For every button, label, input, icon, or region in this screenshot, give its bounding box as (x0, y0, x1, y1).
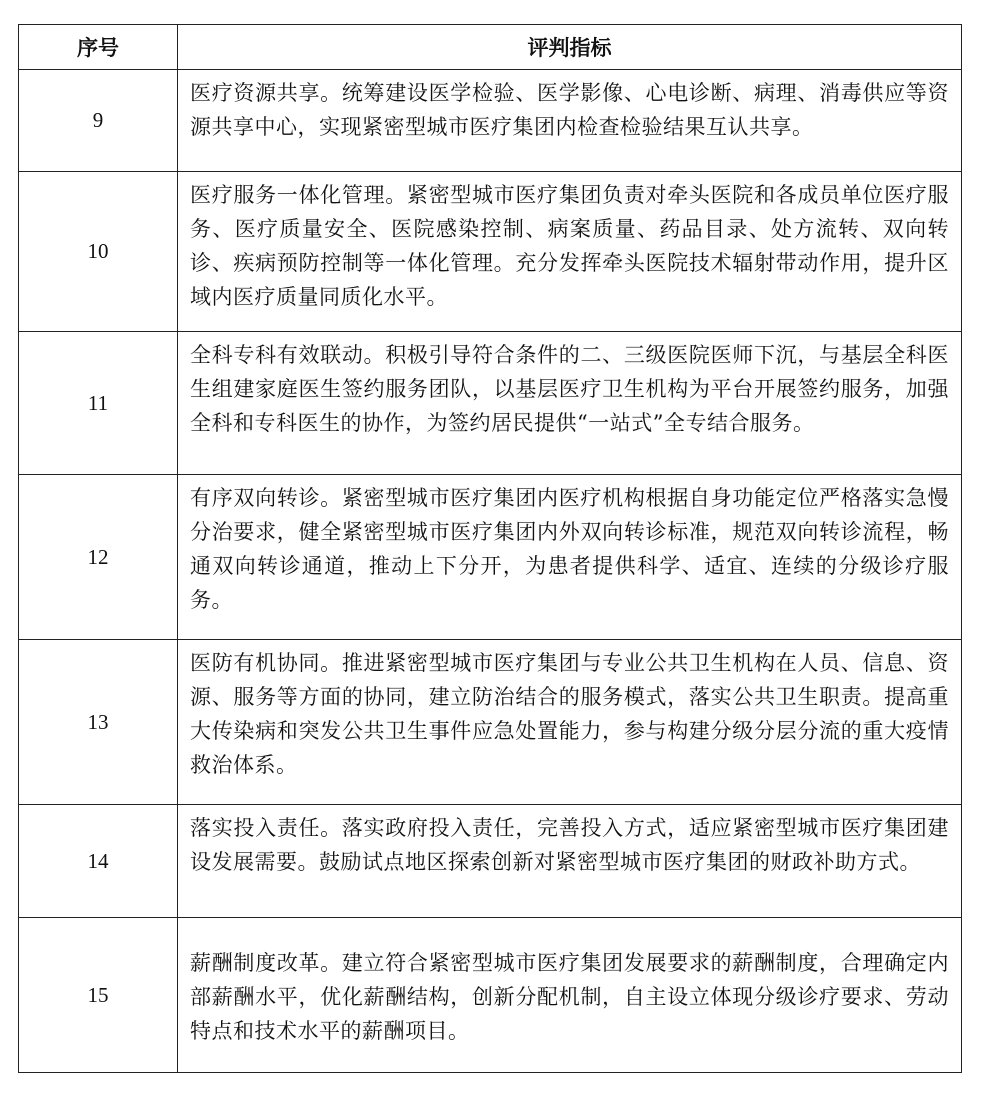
row-criteria-text: 医防有机协同。推进紧密型城市医疗集团与专业公共卫生机构在人员、信息、资源、服务等方面的协同，建立防治结合的服务模式，落实公共卫生职责。提高重大传染病和突发公共卫生事件应急处置能力，参与构建分级分层分流的重大疫情救治体系。 (178, 640, 962, 805)
row-number: 15 (19, 918, 178, 1073)
row-criteria-text: 医疗资源共享。统筹建设医学检验、医学影像、心电诊断、病理、消毒供应等资源共享中心，实现紧密型城市医疗集团内检查检验结果互认共享。 (178, 70, 962, 172)
header-criteria: 评判指标 (178, 25, 962, 70)
row-criteria-text: 医疗服务一体化管理。紧密型城市医疗集团负责对牵头医院和各成员单位医疗服务、医疗质量安全、医院感染控制、病案质量、药品目录、处方流转、双向转诊、疾病预防控制等一体化管理。充分发挥牵头医院技术辐射带动作用，提升区域内医疗质量同质化水平。 (178, 172, 962, 332)
table-row (19, 172, 962, 332)
row-criteria-text: 薪酬制度改革。建立符合紧密型城市医疗集团发展要求的薪酬制度，合理确定内部薪酬水平，优化薪酬结构，创新分配机制，自主设立体现分级诊疗要求、劳动特点和技术水平的薪酬项目。 (178, 918, 962, 1073)
row-number: 13 (19, 640, 178, 805)
row-number: 10 (19, 172, 178, 332)
table-row (19, 918, 962, 1073)
criteria-table (18, 24, 962, 1073)
table-header-row (19, 25, 962, 70)
header-number: 序号 (19, 25, 178, 70)
table-row (19, 475, 962, 640)
row-criteria-text: 全科专科有效联动。积极引导符合条件的二、三级医院医师下沉，与基层全科医生组建家庭医生签约服务团队，以基层医疗卫生机构为平台开展签约服务，加强全科和专科医生的协作，为签约居民提供“一站式”全专结合服务。 (178, 332, 962, 475)
table-row (19, 70, 962, 172)
criteria-table-container (18, 24, 961, 1073)
row-number: 11 (19, 332, 178, 475)
row-number: 9 (19, 70, 178, 172)
table-row (19, 640, 962, 805)
row-number: 14 (19, 805, 178, 918)
table-row (19, 805, 962, 918)
row-number: 12 (19, 475, 178, 640)
row-criteria-text: 落实投入责任。落实政府投入责任，完善投入方式，适应紧密型城市医疗集团建设发展需要。鼓励试点地区探索创新对紧密型城市医疗集团的财政补助方式。 (178, 805, 962, 918)
table-row (19, 332, 962, 475)
row-criteria-text: 有序双向转诊。紧密型城市医疗集团内医疗机构根据自身功能定位严格落实急慢分治要求，健全紧密型城市医疗集团内外双向转诊标准，规范双向转诊流程，畅通双向转诊通道，推动上下分开，为患者提供科学、适宜、连续的分级诊疗服务。 (178, 475, 962, 640)
